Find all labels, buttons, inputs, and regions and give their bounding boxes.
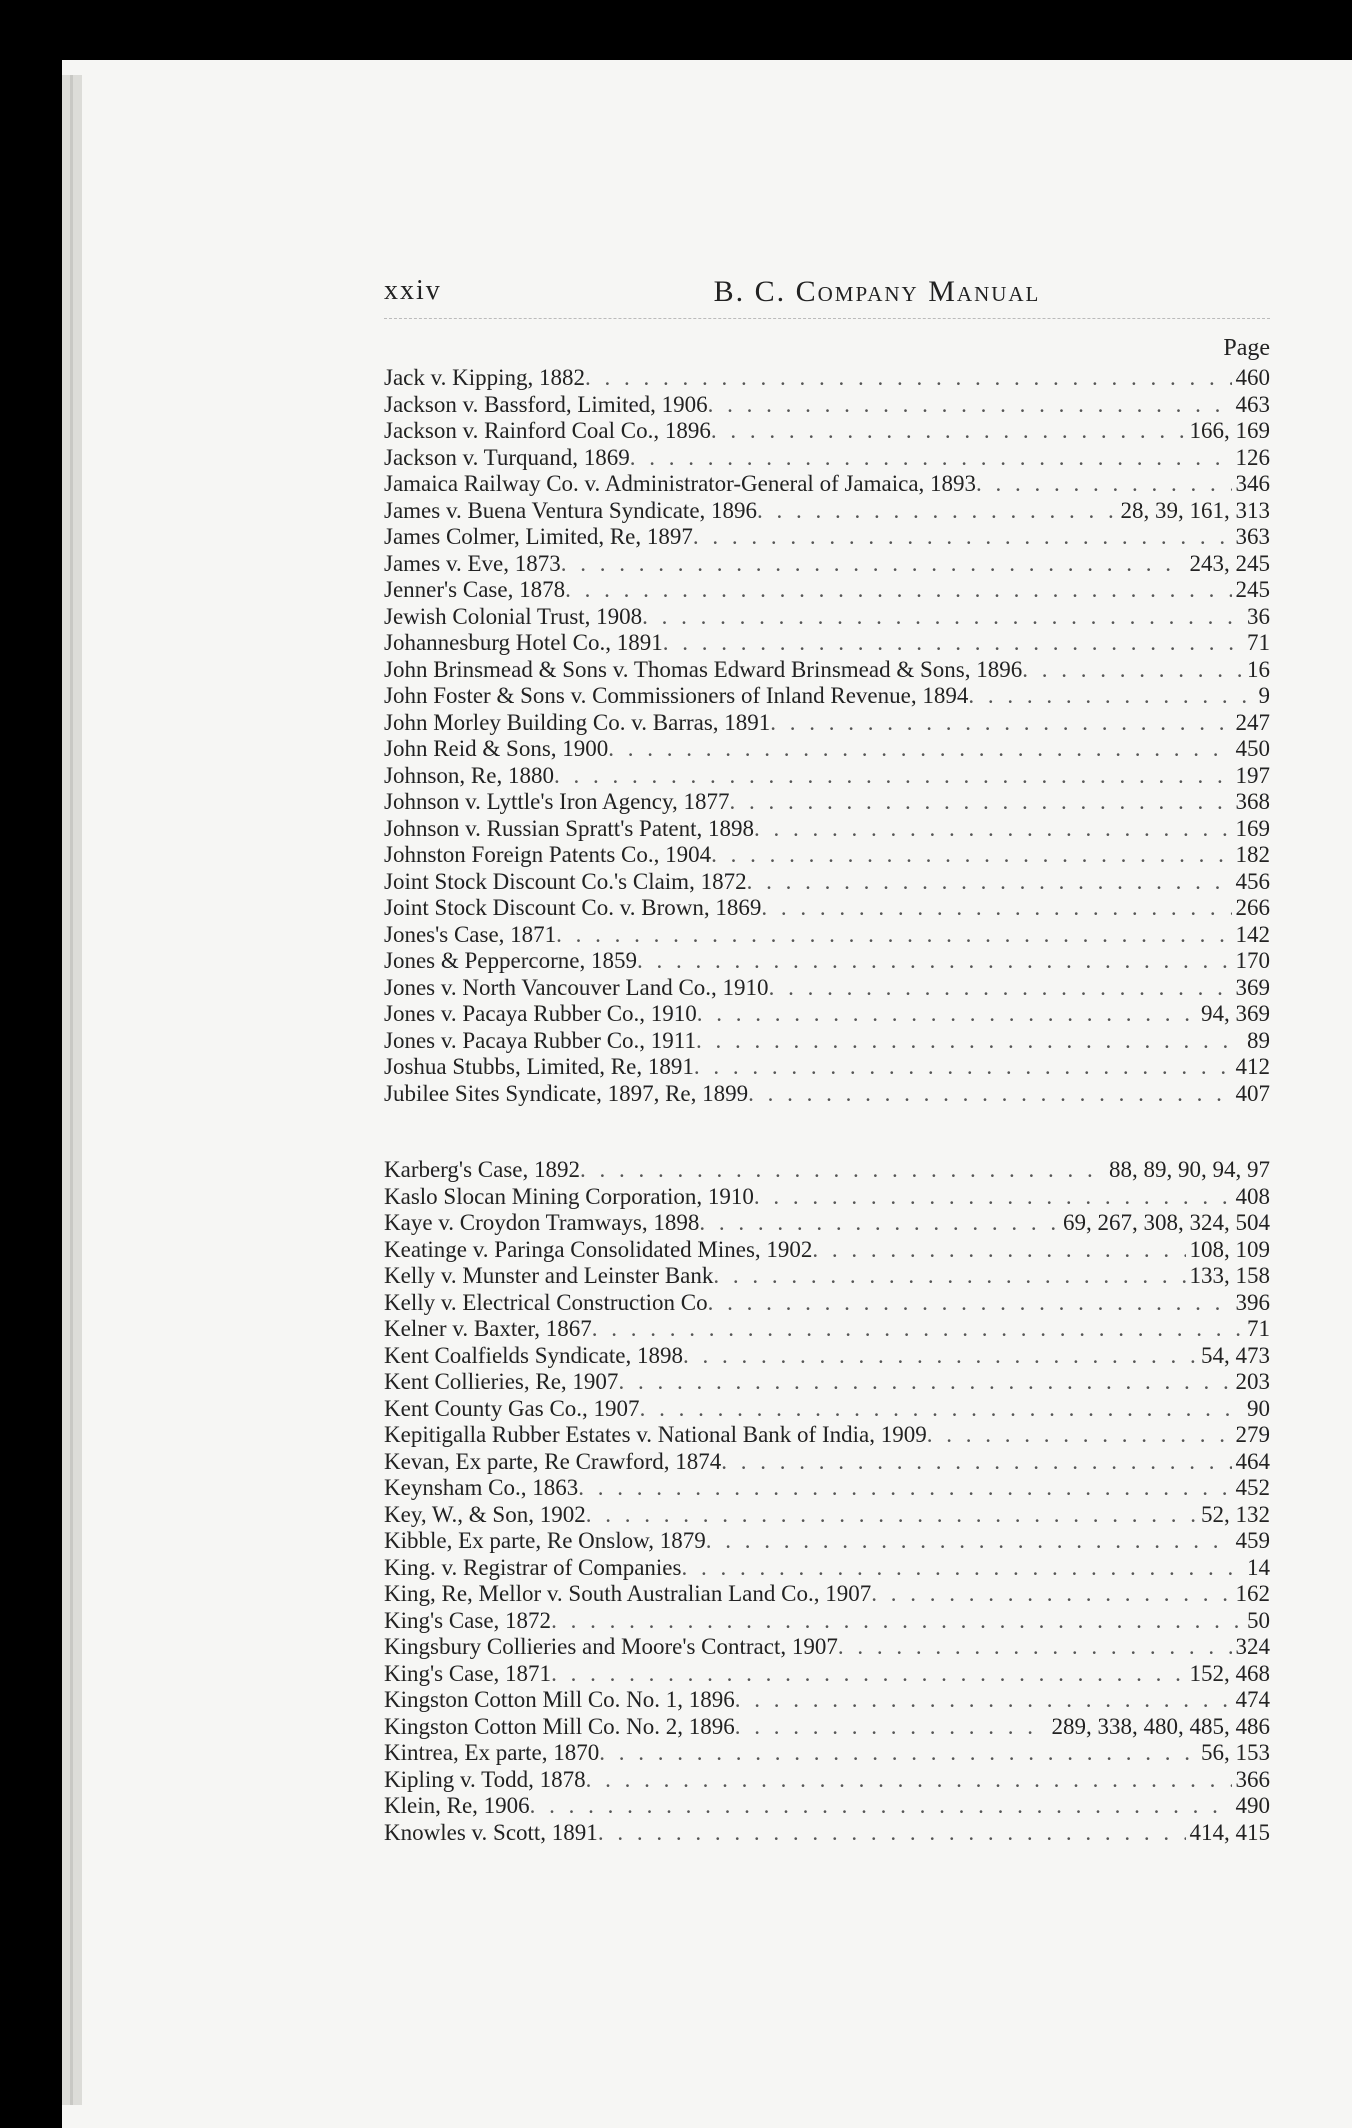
entry-name: Kingsbury Collieries and Moore's Contract, 1907 bbox=[384, 1634, 838, 1659]
book-spine-edge bbox=[70, 75, 73, 2105]
leader-dots bbox=[761, 895, 1231, 922]
leader-dots bbox=[585, 365, 1231, 392]
leader-dots bbox=[565, 577, 1231, 604]
leader-dots bbox=[754, 1184, 1232, 1211]
index-entry bbox=[384, 1687, 1270, 1714]
entry-pages: 456 bbox=[1235, 868, 1270, 894]
leader-dots bbox=[694, 1054, 1232, 1081]
entry-name: Kingston Cotton Mill Co. No. 1, 1896 bbox=[384, 1687, 735, 1712]
entry-pages: 369 bbox=[1235, 974, 1270, 1000]
leader-dots bbox=[693, 524, 1232, 551]
entry-name: Key, W., & Son, 1902 bbox=[384, 1501, 586, 1527]
entry-pages: 463 bbox=[1235, 391, 1270, 417]
index-entry bbox=[384, 710, 1270, 737]
entry-pages: 133, 158 bbox=[1189, 1263, 1270, 1288]
leader-dots bbox=[735, 1687, 1232, 1714]
index-entry bbox=[384, 1528, 1270, 1555]
entry-name: King. v. Registrar of Companies bbox=[384, 1554, 682, 1580]
leader-dots bbox=[968, 683, 1254, 710]
entry-pages: 363 bbox=[1235, 524, 1270, 549]
entry-name: Keynsham Co., 1863 bbox=[384, 1475, 579, 1500]
entry-name: Kepitigalla Rubber Estates v. National Bank of India, 1909 bbox=[384, 1422, 927, 1447]
leader-dots bbox=[640, 1396, 1243, 1423]
entry-pages: 94, 369 bbox=[1201, 1001, 1270, 1026]
index-entry bbox=[384, 1290, 1270, 1317]
index-entry bbox=[384, 1714, 1270, 1741]
entry-name: Johannesburg Hotel Co., 1891 bbox=[384, 630, 663, 655]
entry-pages: 9 bbox=[1258, 683, 1270, 708]
leader-dots bbox=[1022, 657, 1243, 684]
index-entry bbox=[384, 975, 1270, 1002]
index-entry bbox=[384, 418, 1270, 445]
index-entry bbox=[384, 869, 1270, 896]
index-entry bbox=[384, 1263, 1270, 1290]
entry-name: Jackson v. Rainford Coal Co., 1896 bbox=[384, 418, 711, 443]
entry-name: Kipling v. Todd, 1878 bbox=[384, 1766, 586, 1792]
index-entry bbox=[384, 1555, 1270, 1582]
index-entry bbox=[384, 1210, 1270, 1237]
leader-dots bbox=[551, 1608, 1243, 1635]
leader-dots bbox=[730, 789, 1232, 816]
entry-pages: 54, 473 bbox=[1201, 1342, 1270, 1368]
index-section-j bbox=[384, 365, 1270, 1107]
leader-dots bbox=[554, 763, 1232, 790]
entry-pages: 460 bbox=[1235, 365, 1270, 390]
leader-dots bbox=[754, 816, 1231, 843]
index-entry bbox=[384, 736, 1270, 763]
entry-name: Kevan, Ex parte, Re Crawford, 1874 bbox=[384, 1448, 722, 1474]
entry-name: Kent Coalfields Syndicate, 1898 bbox=[384, 1342, 683, 1368]
entry-name: James Colmer, Limited, Re, 1897 bbox=[384, 524, 693, 549]
header-rule bbox=[384, 318, 1270, 319]
entry-name: Johnson v. Lyttle's Iron Agency, 1877 bbox=[384, 789, 730, 814]
leader-dots bbox=[708, 1290, 1232, 1317]
entry-pages: 459 bbox=[1235, 1528, 1270, 1553]
index-entry bbox=[384, 1081, 1270, 1108]
index-entry bbox=[384, 1001, 1270, 1028]
index-entry bbox=[384, 551, 1270, 578]
entry-pages: 182 bbox=[1235, 842, 1270, 867]
leader-dots bbox=[592, 1316, 1243, 1343]
running-title: B. C. Company Manual bbox=[713, 275, 1041, 308]
entry-name: James v. Buena Ventura Syndicate, 1896 bbox=[384, 497, 758, 523]
leader-dots bbox=[551, 1661, 1185, 1688]
index-entry bbox=[384, 1054, 1270, 1081]
index-entry bbox=[384, 577, 1270, 604]
leader-dots bbox=[561, 551, 1186, 578]
entry-name: Kent County Gas Co., 1907 bbox=[384, 1395, 640, 1421]
entry-name: Jack v. Kipping, 1882 bbox=[384, 365, 586, 390]
leader-dots bbox=[706, 1528, 1232, 1555]
entry-pages: 16 bbox=[1247, 656, 1270, 682]
entry-name: Joint Stock Discount Co. v. Brown, 1869 bbox=[384, 895, 762, 920]
entry-name: Jenner's Case, 1878 bbox=[384, 577, 566, 602]
entry-pages: 56, 153 bbox=[1201, 1740, 1270, 1765]
leader-dots bbox=[871, 1581, 1231, 1608]
entry-name: Karberg's Case, 1892 bbox=[384, 1157, 580, 1182]
index-entry bbox=[384, 948, 1270, 975]
entry-pages: 203 bbox=[1235, 1369, 1270, 1394]
entry-pages: 69, 267, 308, 324, 504 bbox=[1063, 1210, 1270, 1235]
entry-pages: 36 bbox=[1247, 603, 1270, 629]
index-entry bbox=[384, 789, 1270, 816]
leader-dots bbox=[598, 1820, 1186, 1847]
index-entry bbox=[384, 1343, 1270, 1370]
index-entry bbox=[384, 471, 1270, 498]
entry-pages: 166, 169 bbox=[1189, 418, 1270, 443]
entry-pages: 88, 89, 90, 94, 97 bbox=[1109, 1157, 1270, 1182]
entry-pages: 266 bbox=[1235, 895, 1270, 920]
entry-name: James v. Eve, 1873 bbox=[384, 550, 561, 576]
leader-dots bbox=[608, 736, 1231, 763]
entry-name: Kingston Cotton Mill Co. No. 2, 1896 bbox=[384, 1713, 735, 1739]
entry-name: Joint Stock Discount Co.'s Claim, 1872 bbox=[384, 868, 747, 894]
leader-dots bbox=[586, 1502, 1197, 1529]
leader-dots bbox=[699, 1210, 1059, 1237]
leader-dots bbox=[713, 1263, 1185, 1290]
leader-dots bbox=[747, 869, 1232, 896]
index-entry bbox=[384, 365, 1270, 392]
leader-dots bbox=[630, 445, 1232, 472]
entry-pages: 450 bbox=[1235, 736, 1270, 761]
index-entry bbox=[384, 1316, 1270, 1343]
entry-name: King, Re, Mellor v. South Australian Land Co., 1907 bbox=[384, 1581, 872, 1606]
leader-dots bbox=[586, 1767, 1232, 1794]
index-entry bbox=[384, 842, 1270, 869]
leader-dots bbox=[697, 1001, 1197, 1028]
entry-name: Jackson v. Bassford, Limited, 1906 bbox=[384, 391, 708, 417]
entry-pages: 52, 132 bbox=[1201, 1501, 1270, 1527]
entry-pages: 126 bbox=[1235, 444, 1270, 470]
leader-dots bbox=[681, 1555, 1243, 1582]
index-entry bbox=[384, 392, 1270, 419]
entry-pages: 162 bbox=[1235, 1581, 1270, 1606]
entry-pages: 108, 109 bbox=[1189, 1236, 1270, 1262]
index-entry bbox=[384, 895, 1270, 922]
entry-pages: 366 bbox=[1235, 1766, 1270, 1792]
leader-dots bbox=[927, 1422, 1232, 1449]
leader-dots bbox=[711, 842, 1231, 869]
entry-name: Johnston Foreign Patents Co., 1904 bbox=[384, 842, 712, 867]
entry-pages: 170 bbox=[1235, 948, 1270, 973]
entry-pages: 169 bbox=[1235, 815, 1270, 841]
page-column-heading: Page bbox=[1223, 335, 1270, 361]
entry-name: Kaye v. Croydon Tramways, 1898 bbox=[384, 1210, 700, 1235]
entry-name: Kelly v. Electrical Construction Co bbox=[384, 1289, 708, 1315]
entry-name: Kibble, Ex parte, Re Onslow, 1879 bbox=[384, 1528, 706, 1553]
entry-name: Johnson v. Russian Spratt's Patent, 1898 bbox=[384, 815, 755, 841]
index-entry bbox=[384, 683, 1270, 710]
entry-name: Kelly v. Munster and Leinster Bank bbox=[384, 1263, 714, 1288]
entry-name: Kent Collieries, Re, 1907 bbox=[384, 1369, 619, 1394]
entry-name: Joshua Stubbs, Limited, Re, 1891 bbox=[384, 1054, 694, 1079]
entry-pages: 464 bbox=[1235, 1448, 1270, 1474]
leader-dots bbox=[708, 392, 1232, 419]
index-entry bbox=[384, 1475, 1270, 1502]
entry-pages: 490 bbox=[1235, 1793, 1270, 1818]
entry-name: King's Case, 1871 bbox=[384, 1660, 552, 1686]
index-entry bbox=[384, 1184, 1270, 1211]
entry-name: Klein, Re, 1906 bbox=[384, 1793, 530, 1818]
index-entry bbox=[384, 1396, 1270, 1423]
index-entry bbox=[384, 1608, 1270, 1635]
entry-name: Jones & Peppercorne, 1859 bbox=[384, 948, 637, 973]
entry-name: Jones v. North Vancouver Land Co., 1910 bbox=[384, 974, 769, 1000]
leader-dots bbox=[748, 1081, 1231, 1108]
entry-name: Knowles v. Scott, 1891 bbox=[384, 1819, 598, 1845]
leader-dots bbox=[642, 604, 1243, 631]
leader-dots bbox=[578, 1475, 1231, 1502]
entry-pages: 452 bbox=[1235, 1475, 1270, 1500]
entry-name: Kintrea, Ex parte, 1870 bbox=[384, 1740, 600, 1765]
index-entry bbox=[384, 1369, 1270, 1396]
index-entry bbox=[384, 1422, 1270, 1449]
leader-dots bbox=[618, 1369, 1231, 1396]
entry-name: Keatinge v. Paringa Consolidated Mines, 1902 bbox=[384, 1236, 813, 1262]
page-number: xxiv bbox=[384, 275, 442, 306]
entry-pages: 414, 415 bbox=[1189, 1819, 1270, 1845]
leader-dots bbox=[663, 630, 1243, 657]
index-entry bbox=[384, 1820, 1270, 1847]
leader-dots bbox=[580, 1157, 1105, 1184]
page-header bbox=[384, 275, 1270, 315]
entry-pages: 71 bbox=[1247, 630, 1270, 655]
leader-dots bbox=[696, 1028, 1243, 1055]
entry-pages: 412 bbox=[1235, 1054, 1270, 1079]
index-entry bbox=[384, 1449, 1270, 1476]
entry-pages: 142 bbox=[1235, 921, 1270, 947]
entry-pages: 28, 39, 161, 313 bbox=[1120, 497, 1270, 523]
index-entry bbox=[384, 1661, 1270, 1688]
entry-name: Jackson v. Turquand, 1869 bbox=[384, 444, 630, 470]
index-section-k bbox=[384, 1157, 1270, 1846]
index-entry bbox=[384, 604, 1270, 631]
entry-pages: 279 bbox=[1235, 1422, 1270, 1447]
entry-pages: 245 bbox=[1235, 577, 1270, 602]
entry-name: Jewish Colonial Trust, 1908 bbox=[384, 603, 643, 629]
index-entry bbox=[384, 763, 1270, 790]
entry-name: John Morley Building Co. v. Barras, 1891 bbox=[384, 709, 771, 735]
index-entry bbox=[384, 1634, 1270, 1661]
leader-dots bbox=[838, 1634, 1232, 1661]
leader-dots bbox=[556, 922, 1231, 949]
entry-name: John Brinsmead & Sons v. Thomas Edward Brinsmead & Sons, 1896 bbox=[384, 656, 1023, 682]
index-entry bbox=[384, 816, 1270, 843]
entry-name: Jamaica Railway Co. v. Administrator-General of Jamaica, 1893 bbox=[384, 471, 977, 496]
index-entry bbox=[384, 1767, 1270, 1794]
leader-dots bbox=[769, 975, 1232, 1002]
index-entry bbox=[384, 1581, 1270, 1608]
entry-pages: 408 bbox=[1235, 1183, 1270, 1209]
entry-pages: 50 bbox=[1247, 1607, 1270, 1633]
entry-pages: 152, 468 bbox=[1189, 1660, 1270, 1686]
index-entry bbox=[384, 1793, 1270, 1820]
entry-pages: 324 bbox=[1235, 1634, 1270, 1659]
entry-pages: 71 bbox=[1247, 1316, 1270, 1341]
index-entry bbox=[384, 1237, 1270, 1264]
leader-dots bbox=[721, 1449, 1231, 1476]
leader-dots bbox=[637, 948, 1232, 975]
index-entry bbox=[384, 1028, 1270, 1055]
entry-name: King's Case, 1872 bbox=[384, 1607, 552, 1633]
leader-dots bbox=[683, 1343, 1197, 1370]
leader-dots bbox=[757, 498, 1116, 525]
entry-name: Jones v. Pacaya Rubber Co., 1911 bbox=[384, 1027, 696, 1053]
index-entry bbox=[384, 1502, 1270, 1529]
leader-dots bbox=[530, 1793, 1232, 1820]
entry-name: John Foster & Sons v. Commissioners of Inland Revenue, 1894 bbox=[384, 683, 969, 708]
index-entry bbox=[384, 1157, 1270, 1184]
entry-pages: 368 bbox=[1235, 789, 1270, 814]
leader-dots bbox=[770, 710, 1231, 737]
entry-pages: 247 bbox=[1235, 709, 1270, 735]
entry-pages: 90 bbox=[1247, 1395, 1270, 1421]
index-entry bbox=[384, 1740, 1270, 1767]
index-entry bbox=[384, 524, 1270, 551]
entry-pages: 89 bbox=[1247, 1027, 1270, 1053]
index-entry bbox=[384, 657, 1270, 684]
entry-pages: 407 bbox=[1235, 1080, 1270, 1106]
leader-dots bbox=[976, 471, 1231, 498]
entry-pages: 197 bbox=[1235, 762, 1270, 788]
entry-pages: 346 bbox=[1235, 471, 1270, 496]
entry-name: Jones's Case, 1871 bbox=[384, 921, 557, 947]
entry-name: Jubilee Sites Syndicate, 1897, Re, 1899 bbox=[384, 1080, 749, 1106]
entry-pages: 474 bbox=[1235, 1687, 1270, 1712]
entry-name: Kelner v. Baxter, 1867 bbox=[384, 1316, 592, 1341]
entry-name: Jones v. Pacaya Rubber Co., 1910 bbox=[384, 1001, 697, 1026]
index-entry bbox=[384, 445, 1270, 472]
index-entry bbox=[384, 630, 1270, 657]
index-entry bbox=[384, 498, 1270, 525]
entry-pages: 396 bbox=[1235, 1289, 1270, 1315]
leader-dots bbox=[711, 418, 1186, 445]
leader-dots bbox=[599, 1740, 1197, 1767]
entry-name: John Reid & Sons, 1900 bbox=[384, 736, 609, 761]
leader-dots bbox=[812, 1237, 1185, 1264]
index-entry bbox=[384, 922, 1270, 949]
leader-dots bbox=[735, 1714, 1048, 1741]
entry-pages: 243, 245 bbox=[1189, 550, 1270, 576]
entry-name: Johnson, Re, 1880 bbox=[384, 762, 554, 788]
entry-name: Kaslo Slocan Mining Corporation, 1910 bbox=[384, 1183, 754, 1209]
entry-pages: 289, 338, 480, 485, 486 bbox=[1051, 1713, 1270, 1739]
entry-pages: 14 bbox=[1247, 1554, 1270, 1580]
